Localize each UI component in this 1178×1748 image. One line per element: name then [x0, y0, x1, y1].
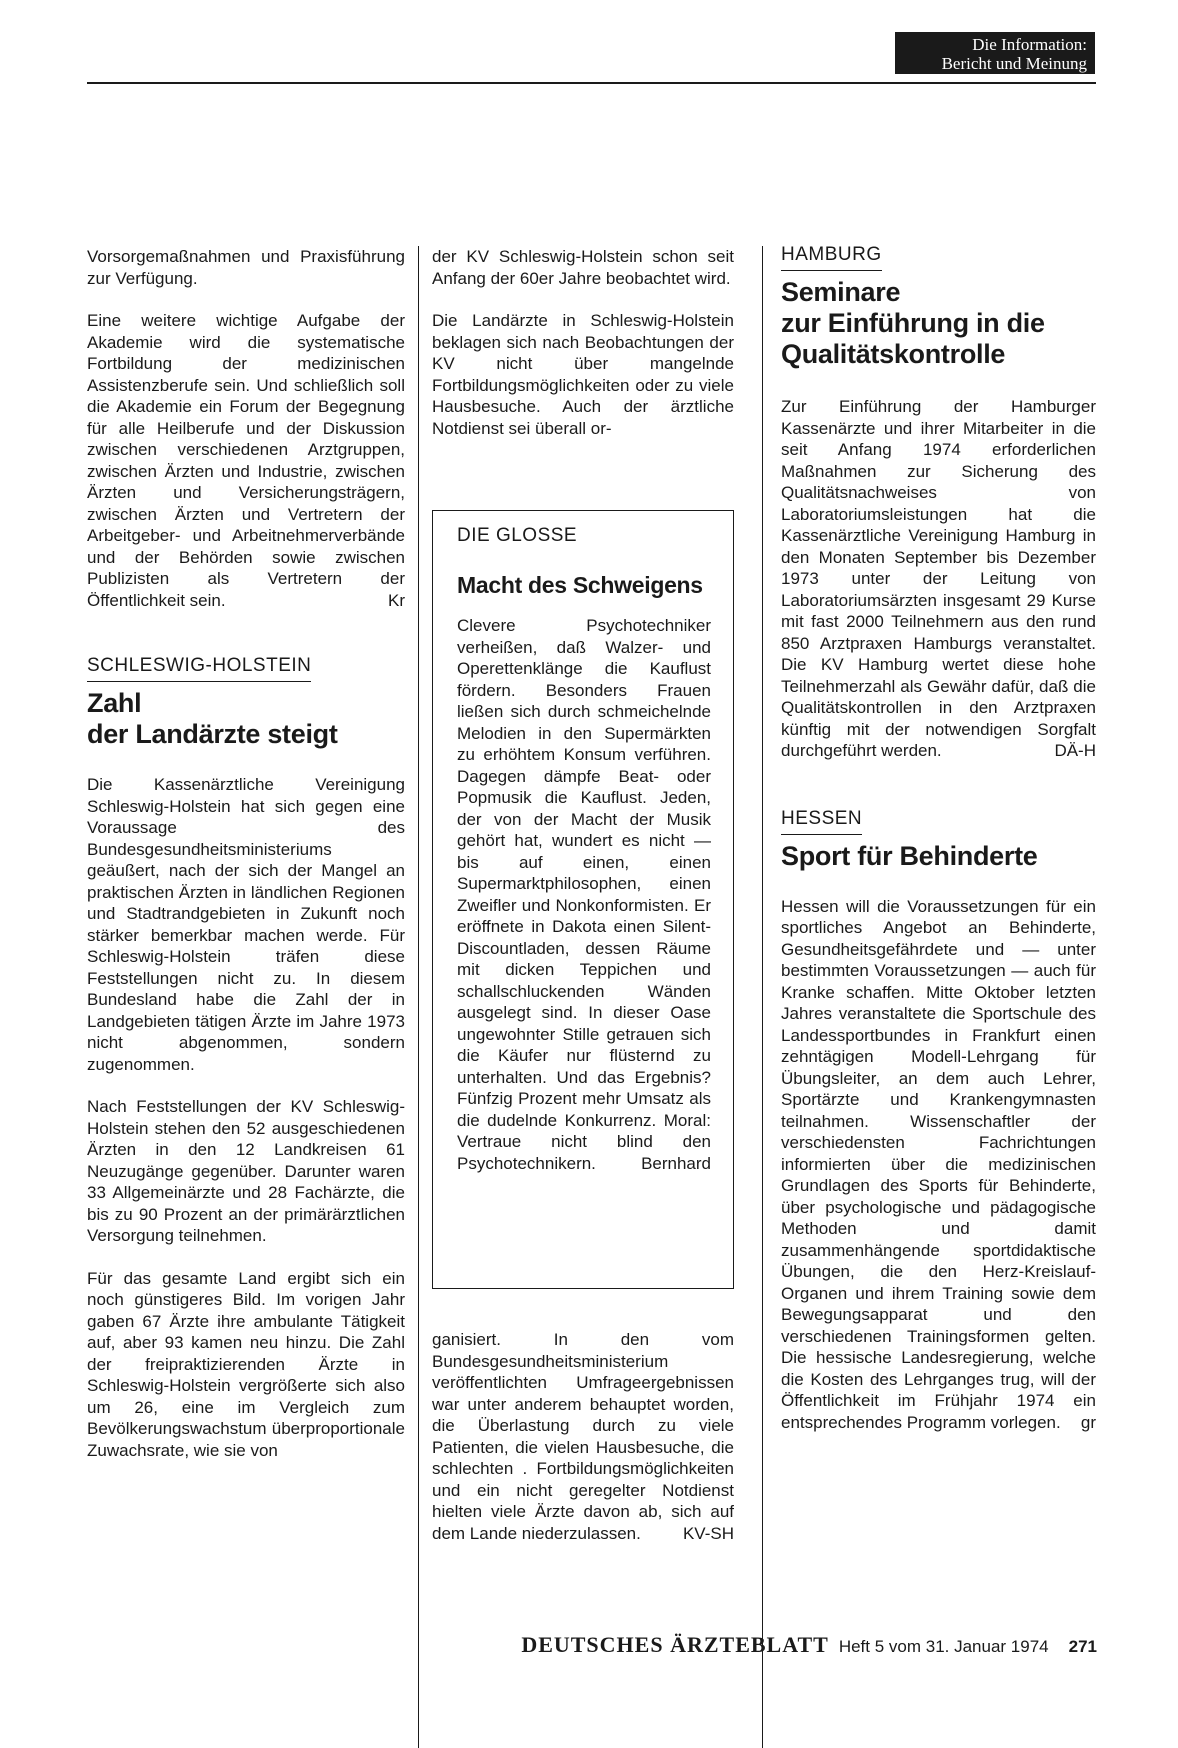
headline-seminare-line-3: Qualitätskontrolle: [781, 339, 1006, 369]
hessen-signature: gr: [1080, 1412, 1096, 1432]
page-footer: [472, 1632, 1097, 1658]
hamburg-body-text: Zur Einführung der Hamburger Kassenärzte und ihrer Mitarbeiter in die seit Anfang 1974 erforderlichen Maßnahmen zur Sicherung des Qualitätsnachweises von Laboratoriumsleistungen hat die Kassenärztliche Vereinigung Hamburg in den Monaten September bis Dezember 1973 unter der Leitung von Laboratoriumsärzten insgesamt 29 Kurse mit fast 2000 Teilnehmern aus den rund 850 Arztpraxen Hamburgs veranstaltet. Die KV Hamburg wertet diese hohe Teilnehmerzahl als Gewähr dafür, daß die Qualitätskontrollen in den Arztpraxen künftig mit der notwendigen Sorgfalt durchgeführt werden.: [781, 397, 1096, 760]
hamburg-signature: DÄ-H: [1054, 741, 1096, 760]
col2-bottom-text: ganisiert. In den vom Bundesgesundheitsministerium veröffentlichten Umfrageergebnissen war unter anderem behauptet worden, die Überlastung durch zu viele Patienten, die vielen Hausbesuche, die schlechten . Fortbildungsmöglichkeiten und ein nicht geregelter Notdienst hielten viele Ärzte davon ab, sich auf dem Lande niederzulassen.: [432, 1330, 734, 1543]
glosse-body: [457, 615, 711, 1174]
footer-issue: Heft 5 vom 31. Januar 1974: [838, 1637, 1049, 1656]
headline-line-2: der Landärzte steigt: [87, 719, 338, 749]
glosse-box: [432, 510, 734, 1289]
col2-bottom-signature: KV-SH: [682, 1523, 734, 1543]
intro-paragraph-1: Vorsorgemaßnahmen und Praxisführung zur Verfügung.: [87, 247, 405, 288]
headline-line-1: Zahl: [87, 688, 142, 718]
header-rule: [87, 82, 1096, 84]
section-header-box: [895, 32, 1095, 74]
section-kicker-hessen: HESSEN: [781, 808, 862, 835]
column-divider-2: [762, 246, 763, 1748]
footer-page-number: 271: [1068, 1637, 1097, 1656]
headline-landaerzte: [87, 688, 405, 750]
column-1: [87, 246, 405, 1461]
headline-sport: Sport für Behinderte: [781, 840, 1038, 871]
footer-brand: DEUTSCHES ÄRZTEBLATT: [521, 1632, 829, 1657]
column-2-bottom: [432, 1329, 734, 1544]
section-header-line2: Bericht und Meinung: [941, 54, 1087, 73]
hamburg-body: [781, 396, 1096, 762]
intro-signature: Kr: [388, 590, 405, 610]
column-divider-1: [418, 246, 419, 1748]
glosse-signature: Bernhard: [641, 1153, 711, 1173]
glosse-headline: Macht des Schweigens: [457, 572, 703, 598]
section-kicker-schleswig-holstein: SCHLESWIG-HOLSTEIN: [87, 655, 311, 682]
article-paragraph-2: Nach Feststellungen der KV Schleswig-Holstein stehen den 52 ausgeschiedenen Ärzten in den 12 Landkreisen 61 Neuzugänge gegenüber. Darunter waren 33 Allgemeinärzte und 28 Fachärzte, die bis zu 90 Prozent an der primärärztlichen Versorgung teilnehmen.: [87, 1097, 405, 1245]
headline-seminare-line-2: zur Einführung in die: [781, 308, 1045, 338]
article-paragraph-1: Die Kassenärztliche Vereinigung Schleswig-Holstein hat sich gegen eine Voraussage des Bundesgesundheitsministeriums geäußert, nach der sich der Mangel an praktischen Ärzten in ländlichen Regionen und Stadtrandgebieten in Zukunft noch stärker bemerkbar machen werde. Für Schleswig-Holstein träfen diese Feststellungen nicht zu. In diesem Bundesland habe die Zahl der in Landgebieten tätigen Ärzte im Jahre 1973 nicht abgenommen, sondern zugenommen.: [87, 775, 405, 1074]
col2-paragraph-1: der KV Schleswig-Holstein schon seit Anfang der 60er Jahre beobachtet wird.: [432, 247, 734, 288]
headline-seminare-line-1: Seminare: [781, 277, 901, 307]
col2-bottom-paragraph: [432, 1329, 734, 1544]
hessen-body: [781, 896, 1096, 1434]
glosse-kicker: DIE GLOSSE: [457, 525, 578, 546]
section-kicker-hamburg: HAMBURG: [781, 244, 882, 271]
glosse-body-text: Clevere Psychotechniker verheißen, daß Walzer- und Operettenklänge die Kauflust fördern. Besonders Frauen ließen sich durch schmeichelnde Melodien in den Supermärkten zu erhöhtem Konsum verführen. Dagegen dämpfe Beat- oder Popmusik die Kauflust. Jeden, der von der Macht der Musik gehört hat, wundert es nicht — bis auf einen, einen Supermarktphilosophen, einen Zweifler und Nonkonformisten. Er eröffnete in Dakota einen Silent-Discountladen, dessen Räume mit dicken Teppichen und schallschluckenden Wänden ausgelegt sind. In dieser Oase ungewohnter Stille getrauen sich die Käufer nur flüsternd zu unterhalten. Und das Ergebnis? Fünfzig Prozent mehr Umsatz als die dudelnde Konkurrenz. Moral: Vertraue nicht blind den Psychotechnikern.: [457, 616, 711, 1173]
section-header-line1: Die Information:: [972, 35, 1087, 54]
intro-paragraph-2: [87, 310, 405, 611]
hessen-body-text: Hessen will die Voraussetzungen für ein sportliches Angebot an Behinderte, Gesundheitsgefährdete und — unter bestimmten Voraussetzungen — auch für Kranke schaffen. Mitte Oktober letzten Jahres veranstaltete die Sportschule des Landessportbundes in Frankfurt einen zehntägigen Modell-Lehrgang für Übungsleiter, an dem auch Lehrer, Sportärzte und Krankengymnasten teilnahmen. Wissenschaftler der verschiedensten Fachrichtungen informierten über die medizinischen Grundlagen des Sports für Behinderte, über psychologische und pädagogische Methoden und damit zusammenhängende sportdidaktische Übungen, die den Herz-Kreislauf-Organen und ihrem Training sowie dem Bewegungsapparat und den verschiedenen Trainingsformen gelten. Die hessische Landesregierung, welche die Kosten des Lehrganges trug, will der Öffentlichkeit im Frühjahr 1974 ein entsprechendes Programm vorlegen.: [781, 896, 1096, 1432]
intro-paragraph-2-text: Eine weitere wichtige Aufgabe der Akademie wird die systematische Fortbildung der medizinischen Assistenzberufe sein. Und schließlich soll die Akademie ein Forum der Begegnung für alle Heilberufe und der Diskussion zwischen verschiedenen Arztgruppen, zwischen Ärzten und Industrie, zwischen Ärzten und Versicherungsträgern, zwischen Ärzten und Vertretern der Arbeitgeber- und Arbeitnehmerverbände und der Behörden sowie zwischen Publizisten als Vertretern der Öffentlichkeit sein.: [87, 311, 405, 610]
article-paragraph-3: Für das gesamte Land ergibt sich ein noch günstigeres Bild. Im vorigen Jahr gaben 67 Ärzte ihre ambulante Tätigkeit auf, aber 93 kamen neu hinzu. Die Zahl der freipraktizierenden Ärzte in Schleswig-Holstein vergrößerte sich also um 26, eine im Vergleich zum Bevölkerungswachstum überproportionale Zuwachsrate, wie sie von: [87, 1268, 405, 1460]
headline-seminare: [781, 277, 1096, 370]
col2-paragraph-2: Die Landärzte in Schleswig-Holstein beklagen sich nach Beobachtungen der KV nicht über mangelnde Fortbildungsmöglichkeiten oder zu viele Hausbesuche. Auch der ärztliche Notdienst sei überall or-: [432, 311, 734, 438]
column-3: [781, 244, 1096, 1433]
column-2-top: [432, 246, 734, 439]
